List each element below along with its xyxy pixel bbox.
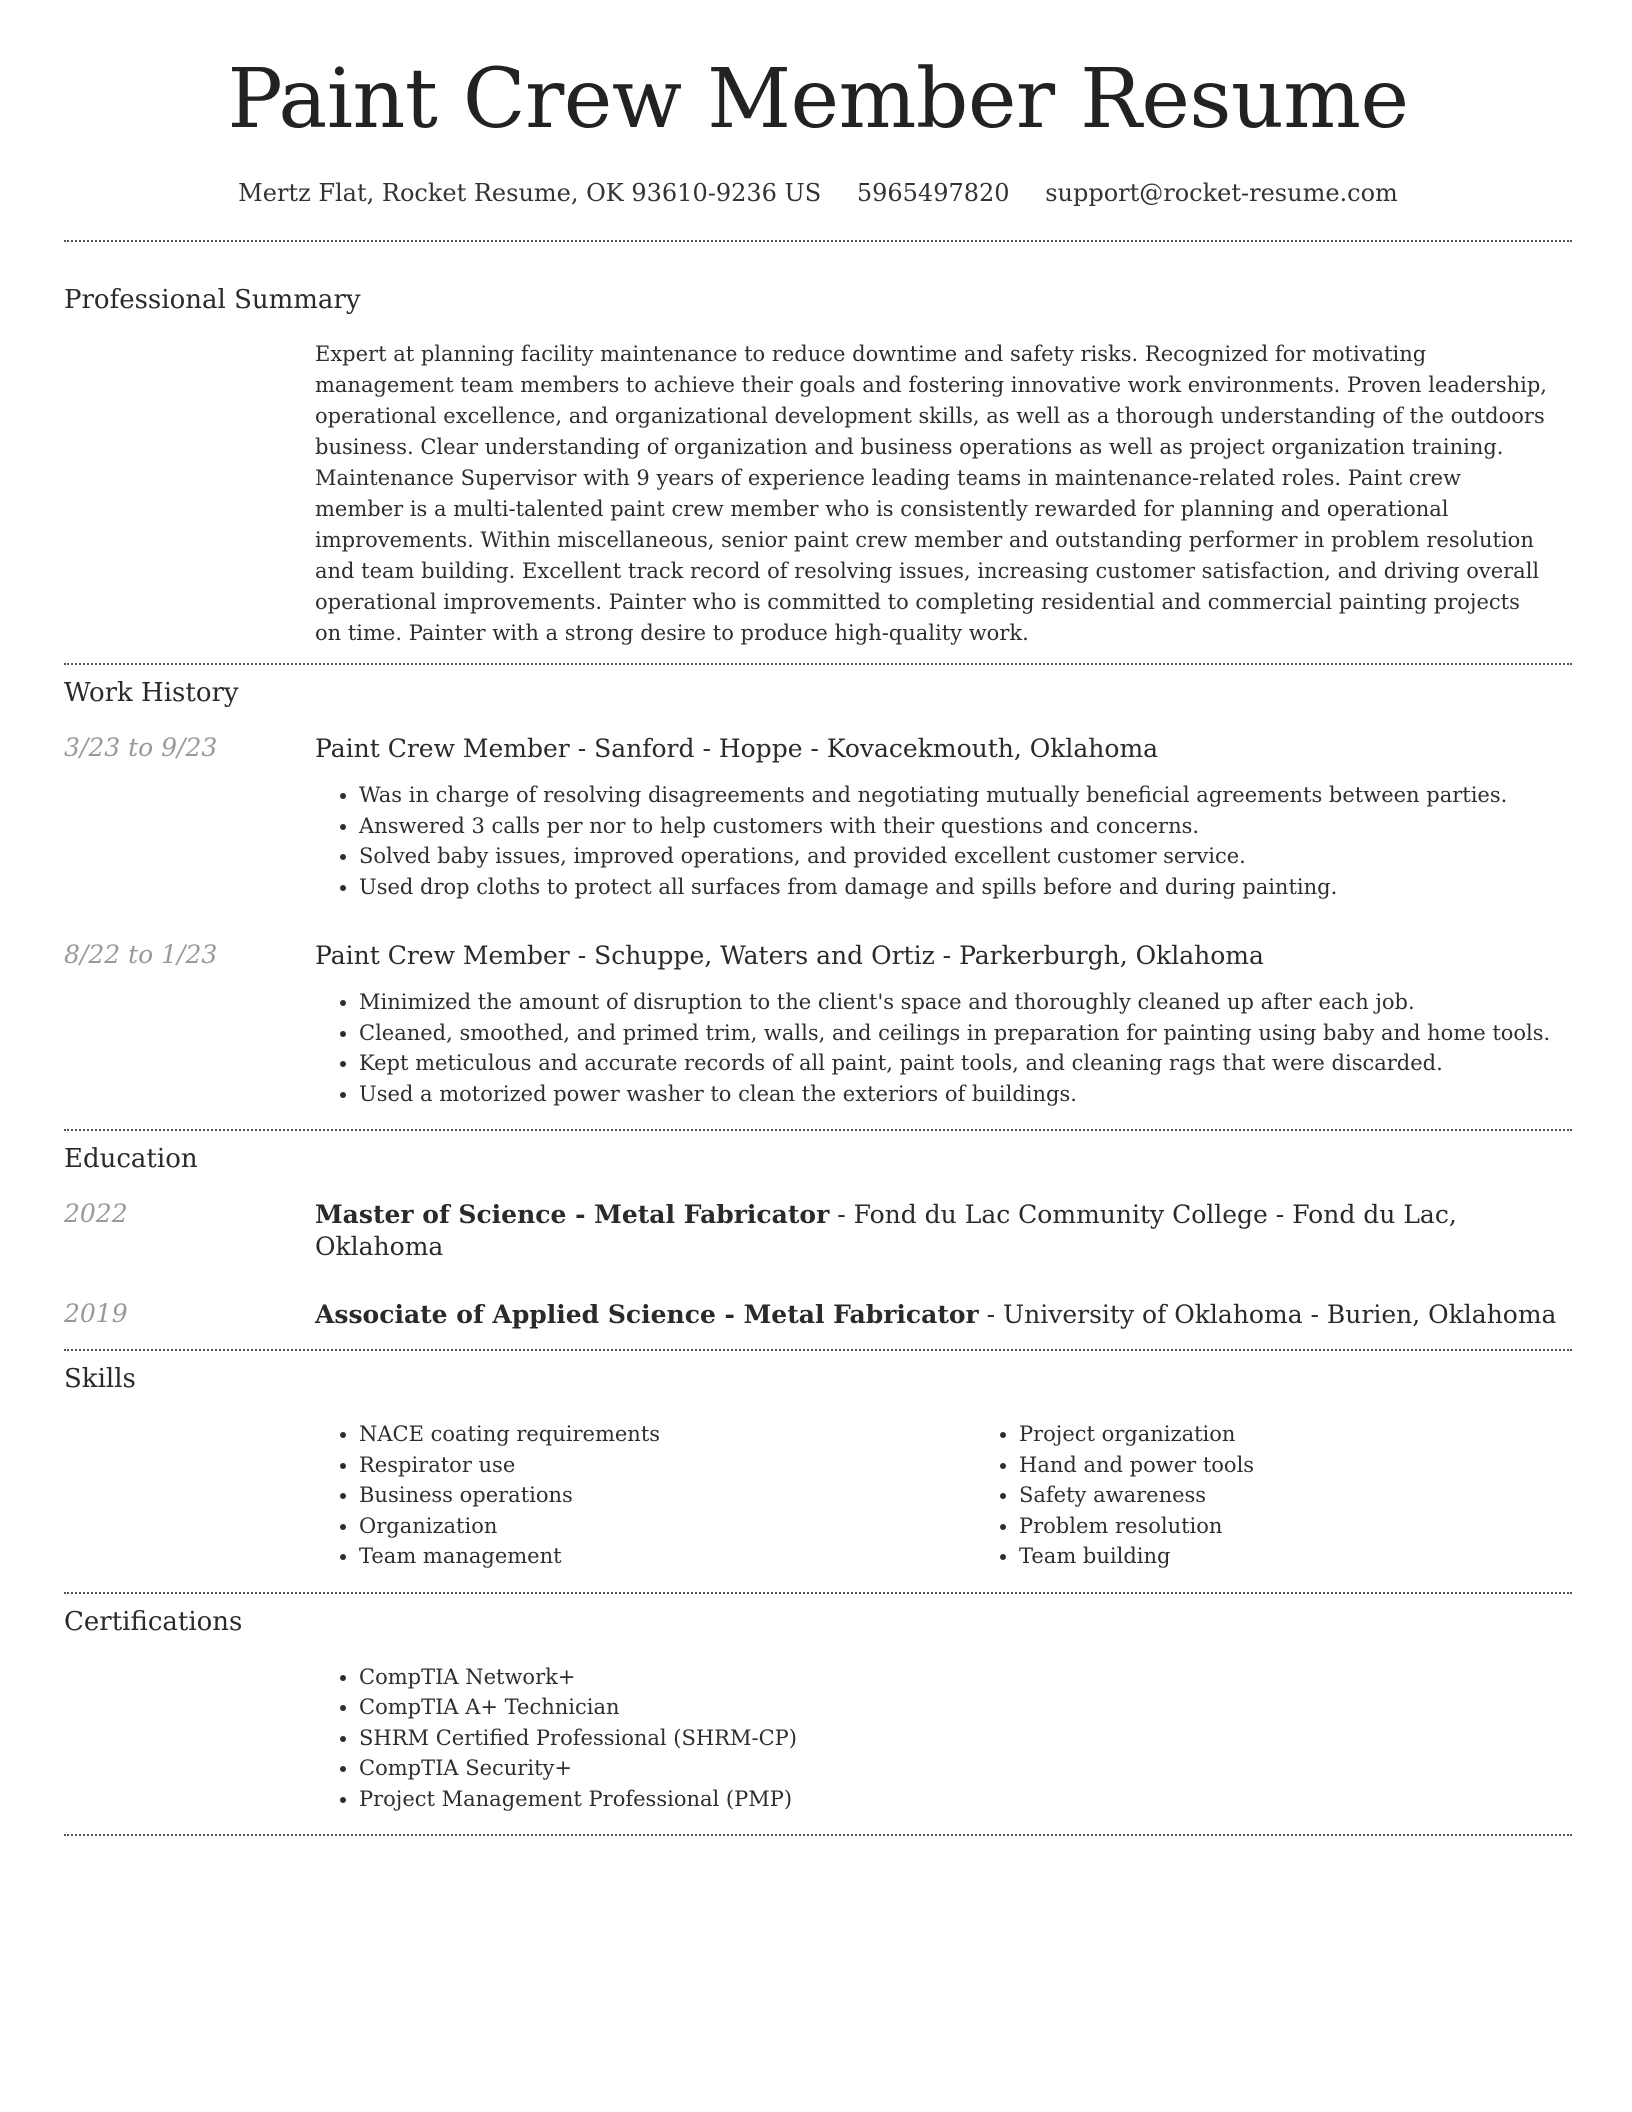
education-year: 2022 (64, 1199, 128, 1228)
education-entry (64, 1199, 1572, 1263)
summary-left-spacer (64, 339, 315, 649)
education-entry (64, 1299, 1572, 1331)
job-dates: 3/23 to 9/23 (64, 733, 218, 762)
list-item: • Answered 3 calls per nor to help customers with their questions and concerns. (359, 811, 1572, 842)
divider (64, 1834, 1572, 1836)
list-item: • Used drop cloths to protect all surfaces from damage and spills before and during painting. (359, 872, 1572, 903)
education-degree: Associate of Applied Science - Metal Fabricator (315, 1300, 979, 1329)
list-item: • Organization (359, 1511, 975, 1542)
divider (64, 1349, 1572, 1351)
education-school: - University of Oklahoma - Burien, Oklahoma (978, 1300, 1557, 1329)
contact-email: support@rocket-resume.com (1045, 179, 1398, 207)
job-entry (64, 733, 1572, 902)
divider (64, 663, 1572, 665)
job-dates: 8/22 to 1/23 (64, 940, 218, 969)
list-item: • CompTIA Network+ (359, 1662, 1572, 1693)
list-item: • Solved baby issues, improved operations, and provided excellent customer service. (359, 841, 1572, 872)
summary-text: Expert at planning facility maintenance to reduce downtime and safety risks. Recognized for motivating management team members to achieve their goals and fostering innovative work environments. Proven leadership, operational excellence, and organizational development skills, as well as a thorough understanding of the outdoors business. Clear understanding of organization and business operations as well as project organization training. Maintenance Supervisor with 9 years of experience leading teams in maintenance-related roles. Paint crew member is a multi-talented paint crew member who is consistently rewarded for planning and operational improvements. Within miscellaneous, senior paint crew member and outstanding performer in problem resolution and team building. Excellent track record of resolving issues, increasing customer satisfaction, and driving overall operational improvements. Painter who is committed to completing residential and commercial painting projects on time. Painter with a strong desire to produce high-quality work. (315, 342, 1547, 645)
list-item: • Problem resolution (1019, 1511, 1632, 1542)
list-item: • Respirator use (359, 1450, 975, 1481)
list-item: • Was in charge of resolving disagreements and negotiating mutually beneficial agreements between parties. (359, 780, 1572, 811)
list-item: • Team building (1019, 1541, 1632, 1572)
list-item: • Business operations (359, 1480, 975, 1511)
section-heading-summary: Professional Summary (64, 285, 361, 315)
list-item: • Kept meticulous and accurate records of all paint, paint tools, and cleaning rags that were discarded. (359, 1048, 1572, 1079)
contact-address: Mertz Flat, Rocket Resume, OK 93610-9236 US (238, 179, 822, 207)
list-item: • Cleaned, smoothed, and primed trim, walls, and ceilings in preparation for painting using baby and home tools. (359, 1018, 1572, 1049)
list-item: • Project Management Professional (PMP) (359, 1784, 1572, 1815)
list-item: • SHRM Certified Professional (SHRM-CP) (359, 1723, 1572, 1754)
section-heading-skills: Skills (64, 1364, 136, 1394)
page-title: Paint Crew Member Resume (227, 52, 1409, 147)
list-item: • Safety awareness (1019, 1480, 1632, 1511)
certifications-row (64, 1662, 1572, 1815)
divider (64, 240, 1572, 242)
list-item: • CompTIA A+ Technician (359, 1692, 1572, 1723)
list-item: • Used a motorized power washer to clean the exteriors of buildings. (359, 1079, 1572, 1110)
job-bullets (315, 780, 1572, 902)
contact-phone: 5965497820 (856, 179, 1010, 207)
skills-row (64, 1419, 1572, 1572)
job-title: Paint Crew Member - Sanford - Hoppe - Kovacekmouth, Oklahoma (315, 734, 1159, 763)
list-item: • Hand and power tools (1019, 1450, 1632, 1481)
resume-page (64, 0, 1572, 1836)
contact-line (64, 178, 1572, 208)
skills-left-spacer (64, 1419, 315, 1572)
job-bullets (315, 987, 1572, 1109)
education-year: 2019 (64, 1299, 128, 1328)
divider (64, 1592, 1572, 1594)
certifications-left-spacer (64, 1662, 315, 1815)
list-item: • NACE coating requirements (359, 1419, 975, 1450)
education-school: - Fond du Lac Community College - Fond du Lac, Oklahoma (315, 1200, 1457, 1261)
list-item: • CompTIA Security+ (359, 1753, 1572, 1784)
skills-list-left (315, 1419, 975, 1572)
list-item: • Minimized the amount of disruption to the client's space and thoroughly cleaned up after each job. (359, 987, 1572, 1018)
list-item: • Project organization (1019, 1419, 1632, 1450)
education-degree: Master of Science - Metal Fabricator (315, 1200, 830, 1229)
job-title: Paint Crew Member - Schuppe, Waters and Ortiz - Parkerburgh, Oklahoma (315, 941, 1264, 970)
section-heading-certifications: Certifications (64, 1606, 243, 1637)
certifications-list (315, 1662, 1572, 1815)
summary-row (64, 339, 1572, 649)
section-heading-education: Education (64, 1144, 198, 1174)
job-entry (64, 940, 1572, 1109)
skills-list-right (975, 1419, 1632, 1572)
list-item: • Team management (359, 1541, 975, 1572)
section-heading-work: Work History (64, 678, 239, 708)
divider (64, 1129, 1572, 1131)
